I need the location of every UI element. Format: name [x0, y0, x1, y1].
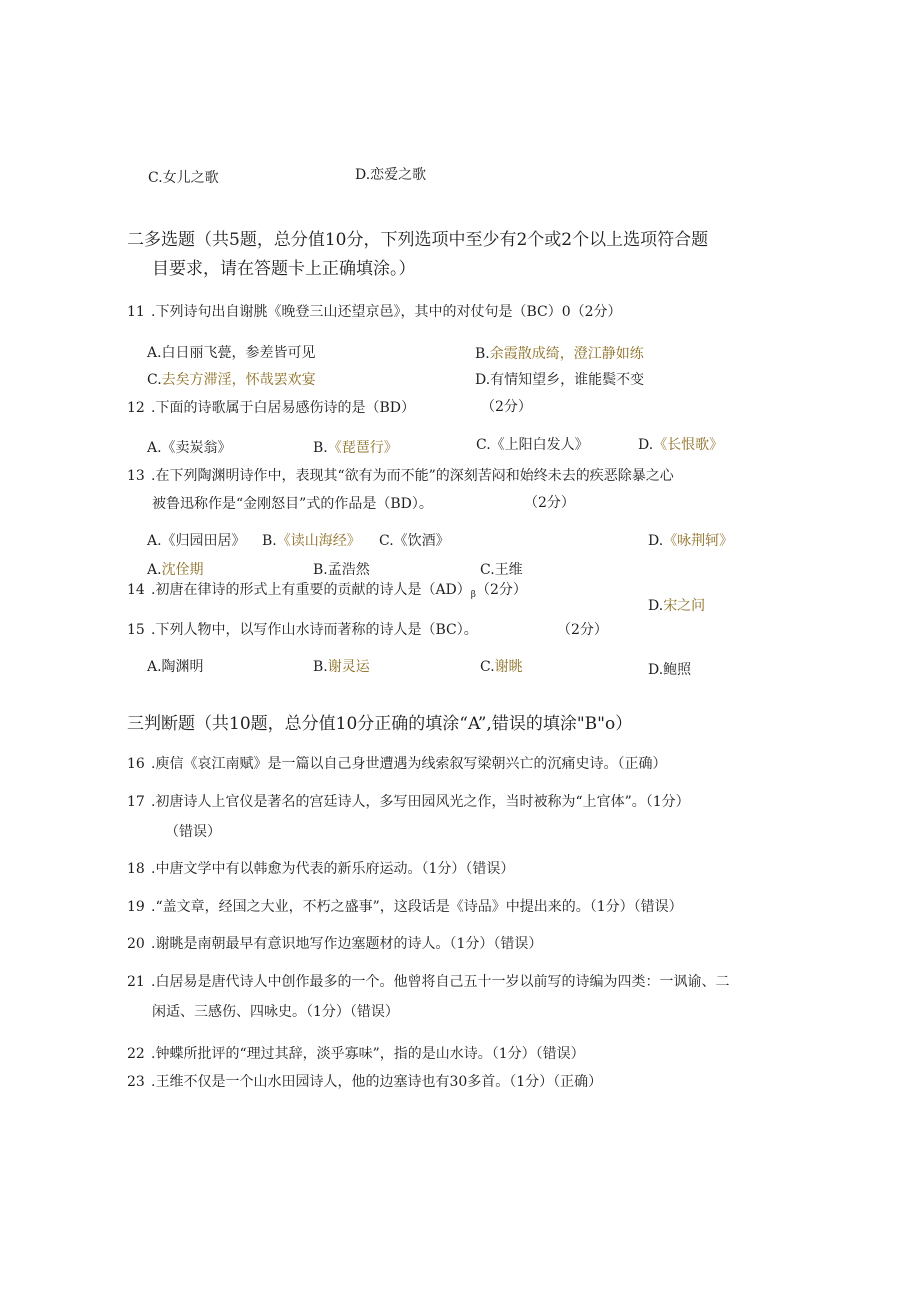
- question-answer: （错误）: [165, 824, 221, 840]
- option-c: C.《饮酒》: [379, 533, 450, 549]
- question-number: 18: [127, 861, 145, 877]
- option-c: C.《上阳白发人》: [476, 437, 589, 453]
- option-b: B.余霞散成绮，澄江静如练: [475, 346, 644, 362]
- option-c: C.王维: [480, 562, 523, 578]
- question-score: （2分）: [524, 495, 575, 511]
- question-text-line2: 被鲁迅称作是“金刚怒目”式的作品是（BD）。: [152, 496, 433, 512]
- option-b: B.孟浩然: [313, 562, 370, 578]
- question-number: 22: [127, 1046, 145, 1062]
- prev-option-c: C.女儿之歌: [148, 170, 219, 186]
- question-text: .谢眺是南朝最早有意识地写作边塞题材的诗人。（1分）（错误）: [151, 936, 543, 952]
- prev-option-d: D.恋爱之歌: [355, 167, 427, 183]
- question-text: .中唐文学中有以韩愈为代表的新乐府运动。（1分）（错误）: [151, 861, 515, 877]
- question-number: 21: [127, 974, 145, 990]
- option-c: C.去矣方滞淫，怀哉罢欢宴: [147, 372, 316, 388]
- question-text: .“盖文章，经国之大业，不朽之盛事”，这段话是《诗品》中提出来的。（1分）（错误）: [151, 899, 683, 915]
- question-number: 15: [127, 622, 145, 638]
- question-text-line1: .在下列陶渊明诗作中，表现其“欲有为而不能”的深刻苦闷和始终未去的疾恶除暴之心: [151, 468, 674, 484]
- question-number: 16: [127, 756, 145, 772]
- question-text: .王维不仅是一个山水田园诗人，他的边塞诗也有30多首。（1分）（正确）: [151, 1074, 603, 1090]
- option-d: D.《长恨歌》: [638, 437, 724, 453]
- section2-heading-line1: 二多选题（共5题，总分值10分，下列选项中至少有2个或2个以上选项符合题: [127, 230, 709, 250]
- option-c: C.谢眺: [480, 659, 523, 675]
- section2-heading-line2: 目要求，请在答题卡上正确填涂。）: [152, 259, 416, 279]
- option-d: D.宋之问: [648, 598, 706, 614]
- question-text-line1: .白居易是唐代诗人中创作最多的一个。他曾将自己五十一岁以前写的诗编为四类：一讽谕、二: [151, 974, 730, 990]
- question-number: 11: [127, 304, 145, 320]
- option-b: B.《读山海经》: [262, 533, 361, 549]
- question-number: 20: [127, 936, 145, 952]
- option-a: A.《卖炭翁》: [147, 440, 232, 456]
- question-text: .初唐诗人上官仪是著名的宫廷诗人，多写田园风光之作，当时被称为“上官体”。（1分）: [151, 794, 690, 810]
- question-text: .庾信《哀江南赋》是一篇以自己身世遭遇为线索叙写梁朝兴亡的沉痛史诗。（正确）: [151, 756, 667, 772]
- option-a: A.《归园田居》: [147, 533, 246, 549]
- option-a: A.白日丽飞甍，参差皆可见: [147, 345, 316, 361]
- option-d: D.有情知望乡，谁能鬓不变: [475, 372, 645, 388]
- question-number: 13: [127, 468, 145, 484]
- question-text: .初唐在律诗的形式上有重要的贡献的诗人是$(AD)_\beta(2$分）: [151, 582, 527, 600]
- question-score: （2分）: [557, 622, 608, 638]
- option-a: A.陶渊明: [147, 659, 204, 675]
- question-text: .钟蝶所批评的“理过其辞，淡乎寡味”，指的是山水诗。（1分）（错误）: [151, 1046, 585, 1062]
- option-d: D.《咏荆轲》: [648, 533, 734, 549]
- option-a: A.沈佺期: [147, 562, 204, 578]
- question-number: 19: [127, 899, 145, 915]
- question-text-line2: 闲适、三感伤、四咏史。（1分）（错误）: [152, 1004, 399, 1020]
- option-b: B.谢灵运: [313, 659, 370, 675]
- question-text: .下列人物中，以写作山水诗而著称的诗人是（BC）。: [151, 622, 478, 638]
- option-d: D.鲍照: [648, 662, 692, 678]
- question-text: .下面的诗歌属于白居易感伤诗的是（BD）: [151, 400, 415, 416]
- question-number: 12: [127, 400, 145, 416]
- section3-heading: 三判断题（共10题，总分值10分正确的填涂“A”,错误的填涂"B"o）: [127, 714, 633, 734]
- question-number: 23: [127, 1074, 145, 1090]
- question-text: .下列诗句出自谢朓《晚登三山还望京邑》，其中的对仗句是（BC）0（2分）: [151, 304, 622, 320]
- option-b: B.《琵琶行》: [313, 440, 398, 456]
- question-score: （2分）: [481, 399, 532, 415]
- question-number: 14: [127, 582, 145, 598]
- question-number: 17: [127, 794, 145, 810]
